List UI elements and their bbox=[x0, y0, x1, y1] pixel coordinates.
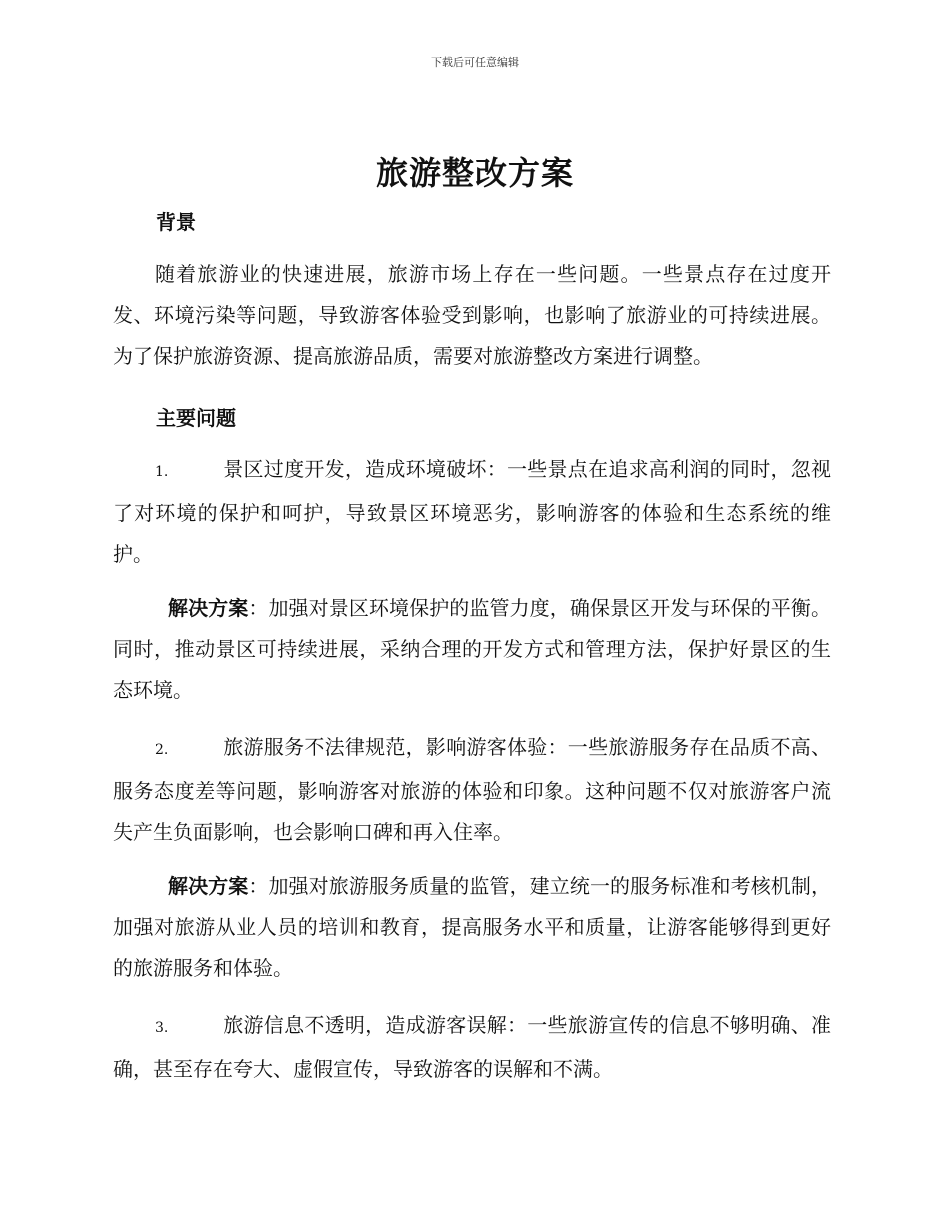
problem-item-3 bbox=[113, 1005, 831, 1090]
problems-heading: 主要问题 bbox=[156, 406, 236, 430]
problem-text-3: 旅游信息不透明，造成游客误解：一些旅游宣传的信息不够明确、准确，甚至存在夸大、虚假宣传，导致游客的误解和不满。 bbox=[113, 1013, 831, 1081]
problem-number-2: 2. bbox=[155, 742, 169, 758]
problem-text-2: 旅游服务不法律规范，影响游客体验：一些旅游服务存在品质不高、服务态度差等问题，影响游客对旅游的体验和印象。这种问题不仅对旅游客户流失产生负面影响，也会影响口碑和再入住率。 bbox=[113, 735, 831, 844]
problem-text-1: 景区过度开发，造成环境破坏：一些景点在追求高利润的同时，忽视了对环境的保护和呵护，导致景区环境恶劣，影响游客的体验和生态系统的维护。 bbox=[113, 457, 831, 566]
problem-number-3: 3. bbox=[155, 1020, 169, 1036]
solution-text-1: ：加强对景区环境保护的监管力度，确保景区开发与环保的平衡。同时，推动景区可持续进展，采纳合理的开发方式和管理方法，保护好景区的生态环境。 bbox=[113, 596, 831, 702]
page-header: 下载后可任意编辑 bbox=[431, 56, 519, 69]
problem-number-1: 1. bbox=[155, 464, 169, 480]
problem-item-2 bbox=[113, 727, 831, 853]
document-title: 旅游整改方案 bbox=[375, 154, 574, 192]
background-paragraph: 随着旅游业的快速进展，旅游市场上存在一些问题。一些景点存在过度开发、环境污染等问题，导致游客体验受到影响，也影响了旅游业的可持续进展。为了保护旅游资源、提高旅游品质，需要对旅游整改方案进行调整。 bbox=[113, 262, 831, 368]
solution-text-2: ：加强对旅游服务质量的监管，建立统一的服务标准和考核机制，加强对旅游从业人员的培训和教育，提高服务水平和质量，让游客能够得到更好的旅游服务和体验。 bbox=[113, 874, 831, 980]
solution-label-2: 解决方案 bbox=[168, 874, 249, 898]
solution-2 bbox=[113, 866, 831, 989]
solution-1 bbox=[113, 588, 831, 711]
solution-label-1: 解决方案 bbox=[168, 596, 249, 620]
background-heading: 背景 bbox=[156, 210, 196, 234]
problem-item-1 bbox=[113, 449, 831, 575]
